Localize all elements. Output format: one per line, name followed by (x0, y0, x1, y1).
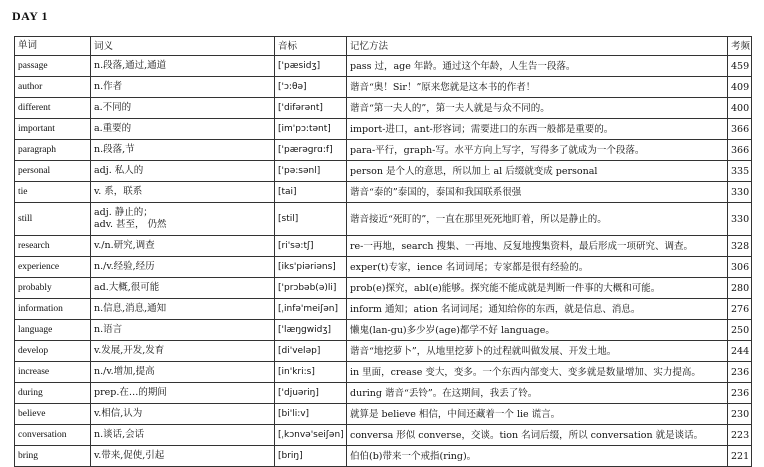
frequency-cell: 306 (728, 257, 752, 278)
table-row (15, 299, 752, 320)
frequency-cell: 236 (728, 383, 752, 404)
memory-cell: inform 通知；ation 名词词尾；通知给你的东西，就是信息、消息。 (347, 299, 728, 320)
meaning-line: n.段落,节 (94, 144, 135, 155)
phonetic-cell: [ˌinfə'meiʃən] (275, 299, 347, 320)
phonetic-cell: ['pærəgrɑ:f] (275, 140, 347, 161)
word-cell: believe (15, 404, 91, 425)
frequency-cell: 223 (728, 425, 752, 446)
word-cell: bring (15, 446, 91, 467)
word-cell: during (15, 383, 91, 404)
word-cell: important (15, 119, 91, 140)
table-row (15, 56, 752, 77)
vocabulary-table (14, 36, 752, 467)
table-row (15, 236, 752, 257)
table-row (15, 140, 752, 161)
frequency-cell: 366 (728, 119, 752, 140)
memory-cell: 懒鬼(lan-gu)多少岁(age)都学不好 language。 (347, 320, 728, 341)
memory-cell: import-进口，ant-形容词；需要进口的东西一般都是重要的。 (347, 119, 728, 140)
meaning-line: v./n.研究,调查 (94, 240, 155, 251)
meaning-cell (91, 182, 275, 203)
phonetic-cell: [ri'sə:tʃ] (275, 236, 347, 257)
table-row (15, 257, 752, 278)
word-cell: increase (15, 362, 91, 383)
table-row (15, 446, 752, 467)
meaning-cell (91, 404, 275, 425)
meaning-cell (91, 236, 275, 257)
word-cell: personal (15, 161, 91, 182)
meaning-line: adj. 静止的； (94, 207, 153, 218)
header-frequency: 考频 (728, 37, 752, 56)
day-title: DAY 1 (12, 9, 48, 23)
table-row (15, 404, 752, 425)
table-row (15, 341, 752, 362)
phonetic-cell: [ˌkɔnvə'seiʃən] (275, 425, 347, 446)
phonetic-cell: ['difərənt] (275, 98, 347, 119)
meaning-line: v. 系，联系 (94, 186, 143, 197)
memory-cell: pass 过，age 年龄。通过这个年龄，人生告一段落。 (347, 56, 728, 77)
phonetic-cell: ['djuəriŋ] (275, 383, 347, 404)
frequency-cell: 459 (728, 56, 752, 77)
table-body (15, 56, 752, 467)
phonetic-cell: [di'veləp] (275, 341, 347, 362)
memory-cell: prob(e)探究，abl(e)能够。探究能不能成就是判断一件事的大概和可能。 (347, 278, 728, 299)
phonetic-cell: ['pə:sənl] (275, 161, 347, 182)
meaning-line: adv. 甚至， 仍然 (94, 219, 167, 230)
frequency-cell: 328 (728, 236, 752, 257)
frequency-cell: 230 (728, 404, 752, 425)
meaning-line: v.带来,促使,引起 (94, 450, 165, 461)
memory-cell: 谐音“泰的”泰国的，泰国和我国联系很强 (347, 182, 728, 203)
phonetic-cell: [in'kri:s] (275, 362, 347, 383)
word-cell: develop (15, 341, 91, 362)
table-row (15, 182, 752, 203)
meaning-line: n.段落,通过,通道 (94, 60, 167, 71)
phonetic-cell: [im'pɔ:tənt] (275, 119, 347, 140)
table-row (15, 77, 752, 98)
table-row (15, 425, 752, 446)
meaning-cell (91, 119, 275, 140)
memory-cell: conversa 形似 converse，交谈。tion 名词后缀，所以 conversation 就是谈话。 (347, 425, 728, 446)
meaning-line: n.谈话,会话 (94, 429, 145, 440)
phonetic-cell: [briŋ] (275, 446, 347, 467)
frequency-cell: 335 (728, 161, 752, 182)
table-row (15, 203, 752, 236)
meaning-cell (91, 203, 275, 236)
memory-cell: person 是个人的意思，所以加上 al 后缀就变成 personal (347, 161, 728, 182)
meaning-line: n./v.增加,提高 (94, 366, 155, 377)
word-cell: passage (15, 56, 91, 77)
memory-cell: 谐音“第一夫人的”，第一夫人就是与众不同的。 (347, 98, 728, 119)
table-row (15, 278, 752, 299)
frequency-cell: 330 (728, 182, 752, 203)
phonetic-cell: [tai] (275, 182, 347, 203)
memory-cell: during 谐音“丢铃”。在这期间，我丢了铃。 (347, 383, 728, 404)
header-word: 单词 (15, 37, 91, 56)
frequency-cell: 250 (728, 320, 752, 341)
meaning-line: a.不同的 (94, 102, 132, 113)
meaning-cell (91, 98, 275, 119)
memory-cell: in 里面，crease 变大，变多。一个东西内部变大、变多就是数量增加、实力提高。 (347, 362, 728, 383)
table-header-row (15, 37, 752, 56)
meaning-cell (91, 140, 275, 161)
table-row (15, 320, 752, 341)
meaning-line: a.重要的 (94, 123, 132, 134)
meaning-cell (91, 278, 275, 299)
meaning-cell (91, 161, 275, 182)
phonetic-cell: ['pæsidʒ] (275, 56, 347, 77)
header-memory: 记忆方法 (347, 37, 728, 56)
meaning-cell (91, 320, 275, 341)
table-row (15, 98, 752, 119)
frequency-cell: 244 (728, 341, 752, 362)
meaning-line: n.作者 (94, 81, 123, 92)
phonetic-cell: [stil] (275, 203, 347, 236)
word-cell: research (15, 236, 91, 257)
meaning-line: v.发展,开发,发育 (94, 345, 165, 356)
word-cell: author (15, 77, 91, 98)
memory-cell: 伯伯(b)带来一个戒指(ring)。 (347, 446, 728, 467)
word-cell: different (15, 98, 91, 119)
meaning-line: ad.大概,很可能 (94, 282, 160, 293)
table-row (15, 362, 752, 383)
table-row (15, 119, 752, 140)
word-cell: language (15, 320, 91, 341)
memory-cell: 就算是 believe 相信，中间还藏着一个 lie 谎言。 (347, 404, 728, 425)
word-cell: still (15, 203, 91, 236)
phonetic-cell: ['læŋgwidʒ] (275, 320, 347, 341)
word-cell: information (15, 299, 91, 320)
meaning-cell (91, 341, 275, 362)
phonetic-cell: [iks'piəriəns] (275, 257, 347, 278)
frequency-cell: 236 (728, 362, 752, 383)
header-meaning: 词义 (91, 37, 275, 56)
meaning-line: n./v.经验,经历 (94, 261, 155, 272)
meaning-line: adj. 私人的 (94, 165, 144, 176)
memory-cell: exper(t)专家，ience 名词词尾；专家都是很有经验的。 (347, 257, 728, 278)
memory-cell: para-平行，graph-写。水平方向上写字，写得多了就成为一个段落。 (347, 140, 728, 161)
memory-cell: 谐音“地挖萝卜”，从地里挖萝卜的过程就叫做发展、开发土地。 (347, 341, 728, 362)
header-phonetic: 音标 (275, 37, 347, 56)
frequency-cell: 400 (728, 98, 752, 119)
word-cell: paragraph (15, 140, 91, 161)
word-cell: tie (15, 182, 91, 203)
meaning-cell (91, 299, 275, 320)
meaning-cell (91, 362, 275, 383)
phonetic-cell: ['prɔbəb(ə)li] (275, 278, 347, 299)
meaning-cell (91, 77, 275, 98)
phonetic-cell: [bi'li:v] (275, 404, 347, 425)
meaning-cell (91, 425, 275, 446)
meaning-line: n.语言 (94, 324, 123, 335)
meaning-line: prep.在…的期间 (94, 387, 167, 398)
memory-cell: 谐音接近“死盯的”，一直在那里死死地盯着，所以是静止的。 (347, 203, 728, 236)
meaning-line: v.相信,认为 (94, 408, 143, 419)
frequency-cell: 276 (728, 299, 752, 320)
meaning-cell (91, 383, 275, 404)
table-row (15, 383, 752, 404)
meaning-cell (91, 56, 275, 77)
word-cell: conversation (15, 425, 91, 446)
meaning-line: n.信息,消息,通知 (94, 303, 167, 314)
frequency-cell: 409 (728, 77, 752, 98)
meaning-cell (91, 257, 275, 278)
phonetic-cell: ['ɔ:θə] (275, 77, 347, 98)
word-cell: probably (15, 278, 91, 299)
memory-cell: 谐音“奥！Sir！”原来您就是这本书的作者！ (347, 77, 728, 98)
meaning-cell (91, 446, 275, 467)
frequency-cell: 366 (728, 140, 752, 161)
frequency-cell: 330 (728, 203, 752, 236)
frequency-cell: 221 (728, 446, 752, 467)
word-cell: experience (15, 257, 91, 278)
frequency-cell: 280 (728, 278, 752, 299)
memory-cell: re-一再地，search 搜集、一再地、反复地搜集资料，最后形成一项研究、调查。 (347, 236, 728, 257)
table-row (15, 161, 752, 182)
